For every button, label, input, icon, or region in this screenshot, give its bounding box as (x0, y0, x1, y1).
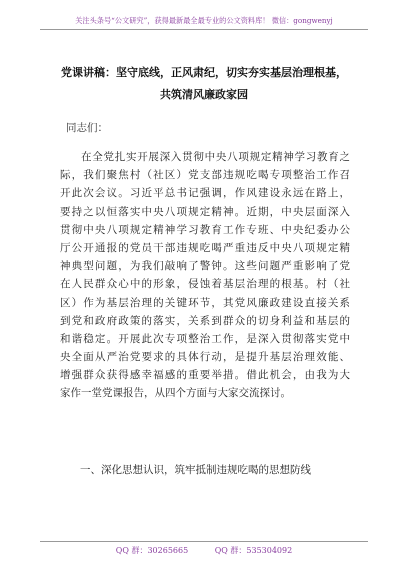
paragraph-line: 厅公开通报的党员干部违规吃喝严重违反中央八项规定精 (60, 241, 350, 254)
header-promo-text: 关注头条号“公文研究”，获得最新最全最专业的公文资料库！ 微信：gongwenyj (75, 16, 333, 25)
paragraph-line: 在人民群众心中的形象，侵蚀着基层治理的根基。村（社 (60, 278, 350, 291)
paragraph-line: 区）作为基层治理的关键环节，其党风廉政建设直接关系 (60, 296, 350, 309)
footer-divider (40, 541, 368, 542)
document-title (54, 62, 354, 106)
footer-contacts (40, 545, 368, 556)
paragraph-line: 贯彻中央八项规定精神学习教育工作专班、中央纪委办公 (60, 223, 350, 236)
paragraph-line: 到党和政府政策的落实，关系到群众的切身利益和基层的 (60, 314, 350, 327)
paragraph-line: 开此次会议。习近平总书记强调，作风建设永远在路上， (60, 187, 350, 200)
qq-group-2: QQ 群：535304092 (214, 546, 293, 555)
paragraph-line: 和谐稳定。开展此次专项整治工作，是深入贯彻落实党中 (60, 332, 350, 345)
paragraph-line: 际，我们聚焦村（社区）党支部违规吃喝专项整治工作召 (60, 169, 350, 182)
paragraph-line: 家作一堂党课报告，从四个方面与大家交流探讨。 (60, 387, 291, 400)
paragraph-line: 在全党扎实开展深入贯彻中央八项规定精神学习教育之 (81, 151, 350, 163)
title-line-1: 党课讲稿：坚守底线，正风肃纪，切实夯实基层治理根基， (61, 66, 347, 79)
paragraph-line: 神典型问题，为我们敲响了警钟。这些问题严重影响了党 (60, 260, 350, 273)
opening-paragraph (60, 148, 350, 403)
qq-group-1: QQ 群：30265665 (115, 546, 189, 555)
salutation: 同志们： (66, 122, 108, 134)
paragraph-line: 增强群众获得感幸福感的重要举措。借此机会，由我为大 (60, 369, 350, 382)
paragraph-line: 要持之以恒落实中央八项规定精神。近期，中央层面深入 (60, 205, 350, 218)
title-line-2: 共筑清风廉政家园 (160, 88, 248, 101)
section-heading: 一、深化思想认识，筑牢抵制违规吃喝的思想防线 (80, 464, 311, 476)
paragraph-line: 央全面从严治党要求的具体行动，是提升基层治理效能、 (60, 351, 350, 364)
header-divider (40, 29, 368, 30)
